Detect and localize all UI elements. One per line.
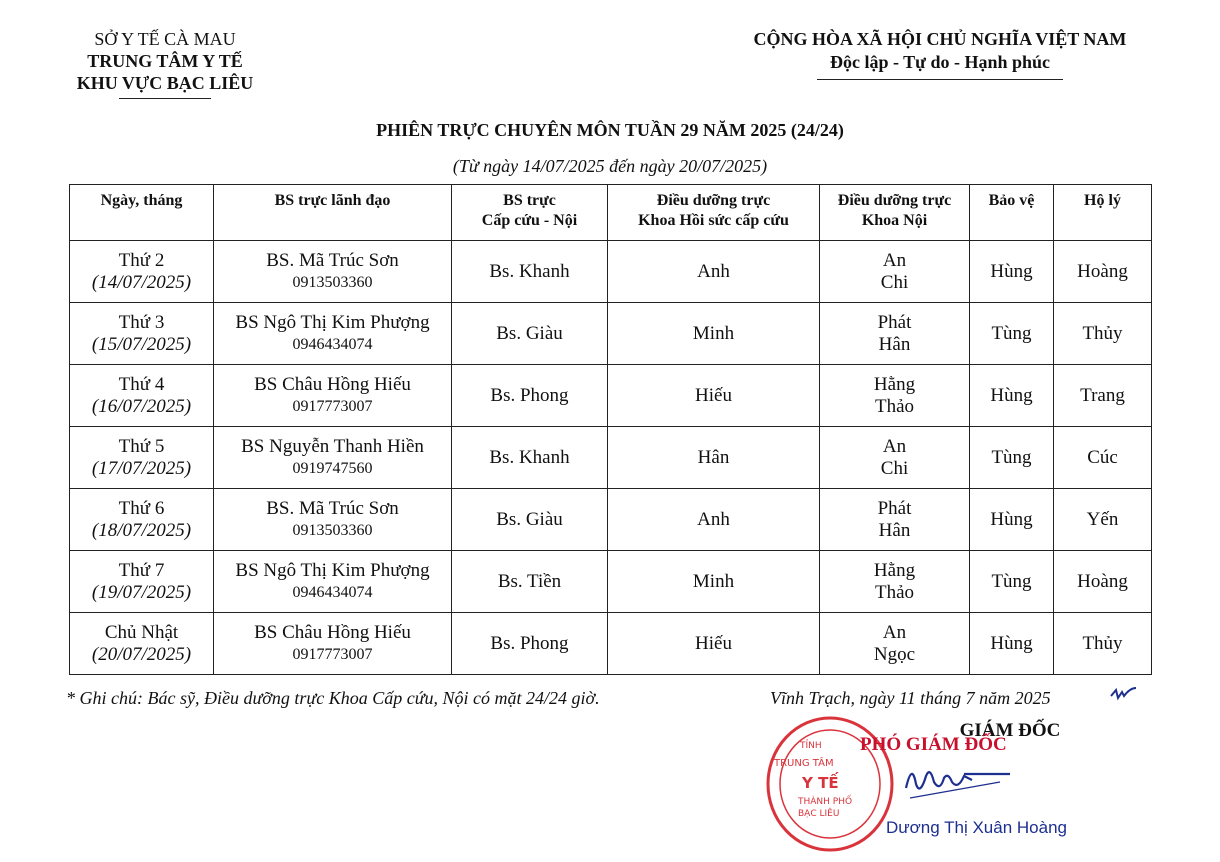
date-label: (19/07/2025)	[91, 581, 192, 603]
leader-phone: 0919747560	[292, 459, 373, 477]
ward-nurse-2: Chi	[880, 271, 909, 293]
table-row	[70, 365, 1152, 427]
cell-orderly: Cúc	[1054, 427, 1152, 489]
issuing-agency-header	[40, 28, 290, 99]
agency-line-3: KHU VỰC BẠC LIÊU	[76, 73, 254, 93]
cell-er-doctor: Bs. Phong	[452, 613, 608, 675]
svg-text:TỈNH: TỈNH	[800, 741, 822, 751]
date-label: (15/07/2025)	[91, 333, 192, 355]
table-row	[70, 489, 1152, 551]
national-motto-header	[700, 28, 1180, 80]
cell-er-doctor: Bs. Phong	[452, 365, 608, 427]
header-er-doctor: BS trực Cấp cứu - Nội	[452, 185, 608, 241]
cell-ward-nurse	[820, 427, 970, 489]
leader-name: BS Ngô Thị Kim Phượng	[235, 311, 430, 333]
cell-icu-nurse: Anh	[608, 241, 820, 303]
cell-icu-nurse: Hân	[608, 427, 820, 489]
ward-nurse-2: Hân	[878, 333, 911, 355]
header-date: Ngày, tháng	[70, 185, 214, 241]
cell-orderly: Trang	[1054, 365, 1152, 427]
table-body	[70, 241, 1152, 675]
leader-name: BS Ngô Thị Kim Phượng	[235, 559, 430, 581]
table-row	[70, 613, 1152, 675]
date-label: (16/07/2025)	[91, 395, 192, 417]
leader-phone: 0946434074	[292, 583, 373, 601]
document-title: PHIÊN TRỰC CHUYÊN MÔN TUẦN 29 NĂM 2025 (24/24)	[376, 120, 844, 140]
initial-mark-icon	[1108, 684, 1138, 706]
leader-phone: 0917773007	[292, 645, 373, 663]
seal-line-1: TRUNG TÂM	[774, 758, 834, 769]
header-orderly: Hộ lý	[1054, 185, 1152, 241]
ward-nurse-1: Phát	[877, 311, 912, 333]
ward-nurse-2: Chi	[880, 457, 909, 479]
cell-leader	[214, 489, 452, 551]
date-label: (18/07/2025)	[91, 519, 192, 541]
cell-date	[70, 427, 214, 489]
cell-leader	[214, 551, 452, 613]
cell-er-doctor: Bs. Giàu	[452, 303, 608, 365]
day-label: Thứ 5	[118, 435, 165, 457]
ward-nurse-1: Hằng	[873, 559, 916, 581]
cell-guard: Hùng	[970, 365, 1054, 427]
agency-line-1: SỞ Y TẾ CÀ MAU	[94, 29, 236, 49]
cell-orderly: Thủy	[1054, 303, 1152, 365]
day-label: Chủ Nhật	[104, 621, 179, 643]
handwritten-signature-icon	[900, 752, 1020, 802]
motto-underline	[817, 79, 1063, 80]
cell-date	[70, 489, 214, 551]
place-and-date: Vĩnh Trạch, ngày 11 tháng 7 năm 2025	[770, 688, 1051, 708]
cell-ward-nurse	[820, 551, 970, 613]
seal-line-2: Y TẾ	[802, 774, 839, 792]
cell-ward-nurse	[820, 489, 970, 551]
ward-nurse-1: An	[882, 249, 907, 271]
signer-role: GIÁM ĐỐC	[959, 720, 1061, 741]
cell-date	[70, 241, 214, 303]
cell-leader	[214, 365, 452, 427]
cell-guard: Hùng	[970, 613, 1054, 675]
ward-nurse-2: Thảo	[874, 395, 915, 417]
table-row	[70, 551, 1152, 613]
cell-leader	[214, 613, 452, 675]
cell-ward-nurse	[820, 241, 970, 303]
cell-leader	[214, 303, 452, 365]
cell-ward-nurse	[820, 613, 970, 675]
cell-orderly: Hoàng	[1054, 241, 1152, 303]
agency-underline	[119, 98, 211, 99]
date-label: (14/07/2025)	[91, 271, 192, 293]
cell-icu-nurse: Minh	[608, 551, 820, 613]
leader-phone: 0913503360	[292, 273, 373, 291]
nation-name: CỘNG HÒA XÃ HỘI CHỦ NGHĨA VIỆT NAM	[753, 29, 1127, 49]
cell-er-doctor: Bs. Giàu	[452, 489, 608, 551]
ward-nurse-2: Hân	[878, 519, 911, 541]
cell-orderly: Hoàng	[1054, 551, 1152, 613]
leader-phone: 0913503360	[292, 521, 373, 539]
signature-block	[830, 720, 1130, 755]
stamped-role: PHÓ GIÁM ĐỐC	[860, 734, 1007, 755]
cell-er-doctor: Bs. Khanh	[452, 241, 608, 303]
nation-motto: Độc lập - Tự do - Hạnh phúc	[829, 52, 1051, 72]
signer-name: Dương Thị Xuân Hoàng	[886, 818, 1067, 837]
leader-name: BS. Mã Trúc Sơn	[266, 249, 399, 271]
leader-name: BS. Mã Trúc Sơn	[266, 497, 399, 519]
agency-line-2: TRUNG TÂM Y TẾ	[87, 51, 243, 71]
cell-icu-nurse: Hiếu	[608, 613, 820, 675]
footnote: * Ghi chú: Bác sỹ, Điều dưỡng trực Khoa Cấp cứu, Nội có mặt 24/24 giờ.	[66, 688, 600, 708]
table-row	[70, 241, 1152, 303]
header-leader: BS trực lãnh đạo	[214, 185, 452, 241]
day-label: Thứ 3	[118, 311, 165, 333]
leader-name: BS Châu Hồng Hiếu	[254, 621, 411, 643]
cell-guard: Tùng	[970, 427, 1054, 489]
cell-guard: Hùng	[970, 241, 1054, 303]
document-date-range: (Từ ngày 14/07/2025 đến ngày 20/07/2025)	[452, 156, 768, 176]
cell-leader	[214, 427, 452, 489]
cell-date	[70, 303, 214, 365]
table-row	[70, 303, 1152, 365]
leader-phone: 0917773007	[292, 397, 373, 415]
day-label: Thứ 4	[118, 373, 165, 395]
cell-icu-nurse: Minh	[608, 303, 820, 365]
cell-icu-nurse: Anh	[608, 489, 820, 551]
duty-roster-table	[69, 184, 1152, 675]
day-label: Thứ 6	[118, 497, 165, 519]
seal-line-4: BẠC LIÊU	[798, 809, 840, 819]
table-header-row	[70, 185, 1152, 241]
cell-date	[70, 613, 214, 675]
cell-guard: Tùng	[970, 303, 1054, 365]
leader-name: BS Châu Hồng Hiếu	[254, 373, 411, 395]
cell-leader	[214, 241, 452, 303]
cell-date	[70, 365, 214, 427]
header-icu-nurse: Điều dưỡng trực Khoa Hồi sức cấp cứu	[608, 185, 820, 241]
cell-er-doctor: Bs. Khanh	[452, 427, 608, 489]
ward-nurse-1: An	[882, 621, 907, 643]
cell-guard: Hùng	[970, 489, 1054, 551]
ward-nurse-2: Ngọc	[873, 643, 916, 665]
day-label: Thứ 2	[118, 249, 165, 271]
cell-date	[70, 551, 214, 613]
cell-ward-nurse	[820, 303, 970, 365]
cell-ward-nurse	[820, 365, 970, 427]
cell-guard: Tùng	[970, 551, 1054, 613]
header-ward-nurse: Điều dưỡng trực Khoa Nội	[820, 185, 970, 241]
leader-name: BS Nguyễn Thanh Hiền	[241, 435, 424, 457]
leader-phone: 0946434074	[292, 335, 373, 353]
ward-nurse-2: Thảo	[874, 581, 915, 603]
cell-orderly: Yến	[1054, 489, 1152, 551]
cell-orderly: Thủy	[1054, 613, 1152, 675]
table-row	[70, 427, 1152, 489]
ward-nurse-1: An	[882, 435, 907, 457]
cell-er-doctor: Bs. Tiền	[452, 551, 608, 613]
day-label: Thứ 7	[118, 559, 165, 581]
date-label: (20/07/2025)	[91, 643, 192, 665]
ward-nurse-1: Hằng	[873, 373, 916, 395]
date-label: (17/07/2025)	[91, 457, 192, 479]
ward-nurse-1: Phát	[877, 497, 912, 519]
seal-line-3: THÀNH PHỐ	[798, 797, 853, 807]
header-guard: Bảo vệ	[970, 185, 1054, 241]
cell-icu-nurse: Hiếu	[608, 365, 820, 427]
